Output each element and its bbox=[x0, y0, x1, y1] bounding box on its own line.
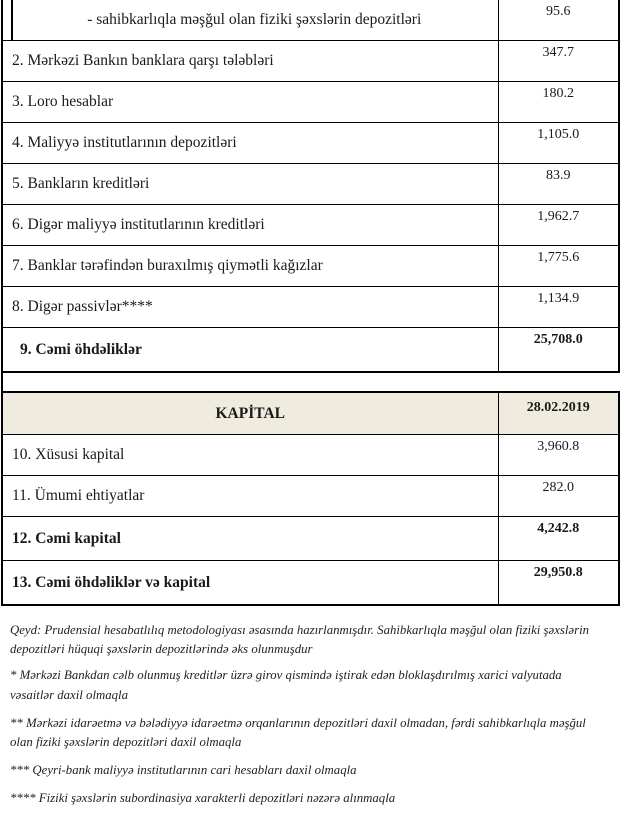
row-value: 1,962.7 bbox=[498, 205, 619, 246]
table-row-total-liabilities-and-capital bbox=[2, 561, 619, 606]
capital-title: KAPİTAL bbox=[2, 392, 498, 435]
row-value: 3,960.8 bbox=[498, 435, 619, 476]
row-value: 1,134.9 bbox=[498, 287, 619, 328]
row-label: 3. Loro hesablar bbox=[2, 82, 498, 123]
row-label: 12. Cəmi kapital bbox=[2, 517, 498, 561]
row-value: 1,775.6 bbox=[498, 246, 619, 287]
row-label: 2. Mərkəzi Bankın banklara qarşı tələbləri bbox=[2, 41, 498, 82]
footnote-1: * Mərkəzi Bankdan cəlb olunmuş kreditlər üzrə girov qismində iştirak edən bloklaşdırılmış xarici valyutada vəsaitlər daxil olmaqla bbox=[10, 668, 562, 702]
table-gap-divider bbox=[1, 373, 13, 391]
row-label: 10. Xüsusi kapital bbox=[2, 435, 498, 476]
table-row bbox=[2, 41, 619, 82]
footnote-note: Qeyd: Prudensial hesabatlılıq metodologiyası əsasında hazırlanmışdır. Sahibkarlıqla məşğul olan fiziki şəxslərin depozitləri hüquqi şəxslərin depozitlərində əks olunmuşdur bbox=[10, 623, 590, 657]
row-value: 347.7 bbox=[498, 41, 619, 82]
row-value: 4,242.8 bbox=[498, 517, 619, 561]
row-label: - sahibkarlıqla məşğul olan fiziki şəxslərin depozitləri bbox=[2, 0, 498, 41]
table-row bbox=[2, 287, 619, 328]
row-value: 95.6 bbox=[498, 0, 619, 41]
footnotes-section bbox=[10, 621, 606, 809]
liabilities-table bbox=[1, 0, 620, 373]
row-value: 25,708.0 bbox=[498, 328, 619, 373]
row-label: 4. Maliyyə institutlarının depozitləri bbox=[2, 123, 498, 164]
table-row bbox=[2, 164, 619, 205]
table-row bbox=[2, 0, 619, 41]
table-row-total-liabilities bbox=[2, 328, 619, 373]
table-row bbox=[2, 435, 619, 476]
row-label: 8. Digər passivlər**** bbox=[2, 287, 498, 328]
row-label: 13. Cəmi öhdəliklər və kapital bbox=[2, 561, 498, 606]
row-value: 282.0 bbox=[498, 476, 619, 517]
capital-table bbox=[1, 391, 620, 606]
row-label: 9. Cəmi öhdəliklər bbox=[2, 328, 498, 373]
table-row bbox=[2, 82, 619, 123]
row-value: 1,105.0 bbox=[498, 123, 619, 164]
table-row-total-capital bbox=[2, 517, 619, 561]
table-row bbox=[2, 205, 619, 246]
row-label: 5. Bankların kreditləri bbox=[2, 164, 498, 205]
footnote-2: ** Mərkəzi idarəetmə və bələdiyyə idarəetmə orqanlarının depozitləri daxil olmadan, fərdi sahibkarlıqla məşğul olan fiziki şəxslərin depozitləri daxil olmaqla bbox=[10, 715, 586, 749]
row-label: 6. Digər maliyyə institutlarının kreditləri bbox=[2, 205, 498, 246]
capital-header-row bbox=[2, 392, 619, 435]
row-value: 180.2 bbox=[498, 82, 619, 123]
row-label: 7. Banklar tərəfindən buraxılmış qiymətli kağızlar bbox=[2, 246, 498, 287]
table-row bbox=[2, 246, 619, 287]
footnote-3: *** Qeyri-bank maliyyə institutlarının cari hesabları daxil olmaqla bbox=[10, 763, 357, 778]
row-label: 11. Ümumi ehtiyatlar bbox=[2, 476, 498, 517]
row-value: 29,950.8 bbox=[498, 561, 619, 606]
table-row bbox=[2, 476, 619, 517]
table-row bbox=[2, 123, 619, 164]
report-date: 28.02.2019 bbox=[498, 392, 619, 435]
row-value: 83.9 bbox=[498, 164, 619, 205]
footnote-4: **** Fiziki şəxslərin subordinasiya xarakterli depozitləri nəzərə alınmaqla bbox=[10, 791, 396, 806]
